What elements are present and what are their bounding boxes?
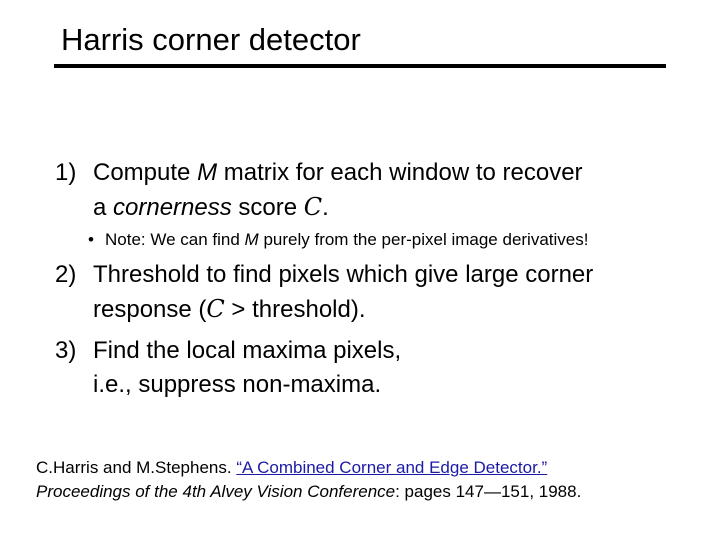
score-symbol: C: [206, 295, 225, 323]
reference-pages: : pages 147—151, 1988.: [395, 482, 582, 501]
step-3-number: 3): [55, 337, 77, 364]
step-2-number: 2): [55, 261, 77, 288]
score-symbol: C: [303, 193, 323, 221]
reference-line-2: [36, 481, 581, 503]
step-2-line-2: response (C > threshold).: [93, 295, 366, 323]
step-2-line-1: 2) Threshold to find pixels which give large corner: [55, 258, 593, 292]
slide-title: Harris corner detector: [61, 22, 361, 57]
paper-link[interactable]: “A Combined Corner and Edge Detector.”: [236, 458, 548, 477]
step-1-line-1: 1) Compute M matrix for each window to recover: [55, 156, 583, 190]
step-1-line-2: a cornerness score C.: [93, 193, 329, 221]
matrix-symbol: M: [197, 159, 218, 186]
step-3-line-1: 3) Find the local maxima pixels,: [55, 334, 401, 368]
reference-authors: C.Harris and M.Stephens.: [36, 458, 237, 477]
step-1-number: 1): [55, 159, 77, 186]
title-underline: [54, 64, 666, 68]
reference-line-1: [36, 457, 547, 479]
step-3-line-2: i.e., suppress non-maxima.: [93, 371, 382, 398]
note-bullet-item: • Note: We can find M purely from the per-pixel image derivatives!: [88, 228, 588, 252]
bullet-icon: •: [88, 230, 94, 249]
reference-venue: Proceedings of the 4th Alvey Vision Conference: [36, 482, 396, 501]
